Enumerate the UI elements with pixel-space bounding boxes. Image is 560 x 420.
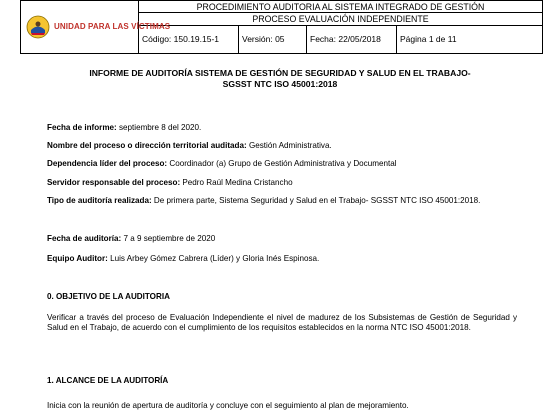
field-tipo-auditoria (47, 196, 517, 206)
report-title-line2: SGSST NTC ISO 45001:2018 (222, 79, 338, 89)
process-title: PROCESO EVALUACIÓN INDEPENDIENTE (139, 13, 543, 25)
field-nombre-proceso (47, 141, 517, 151)
section-heading-objetivo: 0. OBJETIVO DE LA AUDITORIA (47, 292, 170, 301)
field-dependencia (47, 159, 517, 169)
field-label: Dependencia líder del proceso: (47, 159, 168, 168)
page-number: Página 1 de 11 (397, 25, 543, 53)
field-value: septiembre 8 del 2020. (116, 123, 202, 132)
field-fecha-auditoria (47, 234, 517, 244)
field-value: Luis Arbey Gómez Cabrera (Líder) y Gloria Inés Espinosa. (107, 254, 320, 263)
unidad-victimas-logo (24, 1, 171, 53)
field-value: De primera parte, Sistema Seguridad y Salud en el Trabajo- SGSST NTC ISO 45001:2018. (151, 196, 481, 205)
section-text-alcance: Inicia con la reunión de apertura de auditoría y concluye con el seguimiento al plan de mejoramiento. (47, 401, 409, 410)
field-label: Fecha de informe: (47, 123, 117, 132)
report-title-line1: INFORME DE AUDITORÍA SISTEMA DE GESTIÓN DE SEGURIDAD Y SALUD EN EL TRABAJO- (89, 68, 471, 78)
section-text-objetivo: Verificar a través del proceso de Evaluación Independiente el nivel de madurez de los Subsistemas de Gestión de Seguridad y Salud en el Trabajo, de acuerdo con el cumplimiento de los requisitos establecidos en la norma NTC ISO 45001:2018. (47, 313, 517, 332)
logo-cell (21, 1, 171, 54)
field-servidor (47, 178, 517, 188)
procedure-title: PROCEDIMIENTO AUDITORIA AL SISTEMA INTEGRADO DE GESTIÓN (139, 1, 543, 13)
doc-version: Versión: 05 (239, 25, 307, 53)
doc-code: Código: 150.19.15-1 (139, 25, 239, 53)
report-title (40, 68, 520, 90)
field-value: Coordinador (a) Grupo de Gestión Administrativa y Documental (167, 159, 397, 168)
field-equipo-auditor (47, 254, 517, 264)
field-value: 7 a 9 septiembre de 2020 (121, 234, 216, 243)
field-label: Equipo Auditor: (47, 254, 108, 263)
field-fecha-informe (47, 123, 517, 133)
field-value: Pedro Raúl Medina Cristancho (180, 178, 293, 187)
field-label: Tipo de auditoría realizada: (47, 196, 152, 205)
field-value: Gestión Administrativa. (246, 141, 332, 150)
field-label: Nombre del proceso o dirección territorial auditada: (47, 141, 247, 150)
colombia-seal-icon (26, 15, 50, 39)
document-header (20, 0, 543, 54)
section-heading-alcance: 1. ALCANCE DE LA AUDITORÍA (47, 376, 169, 385)
field-label: Fecha de auditoría: (47, 234, 122, 243)
doc-date: Fecha: 22/05/2018 (307, 25, 397, 53)
logo-text: UNIDAD PARA LAS VÍCTIMAS (54, 22, 171, 31)
field-label: Servidor responsable del proceso: (47, 178, 181, 187)
